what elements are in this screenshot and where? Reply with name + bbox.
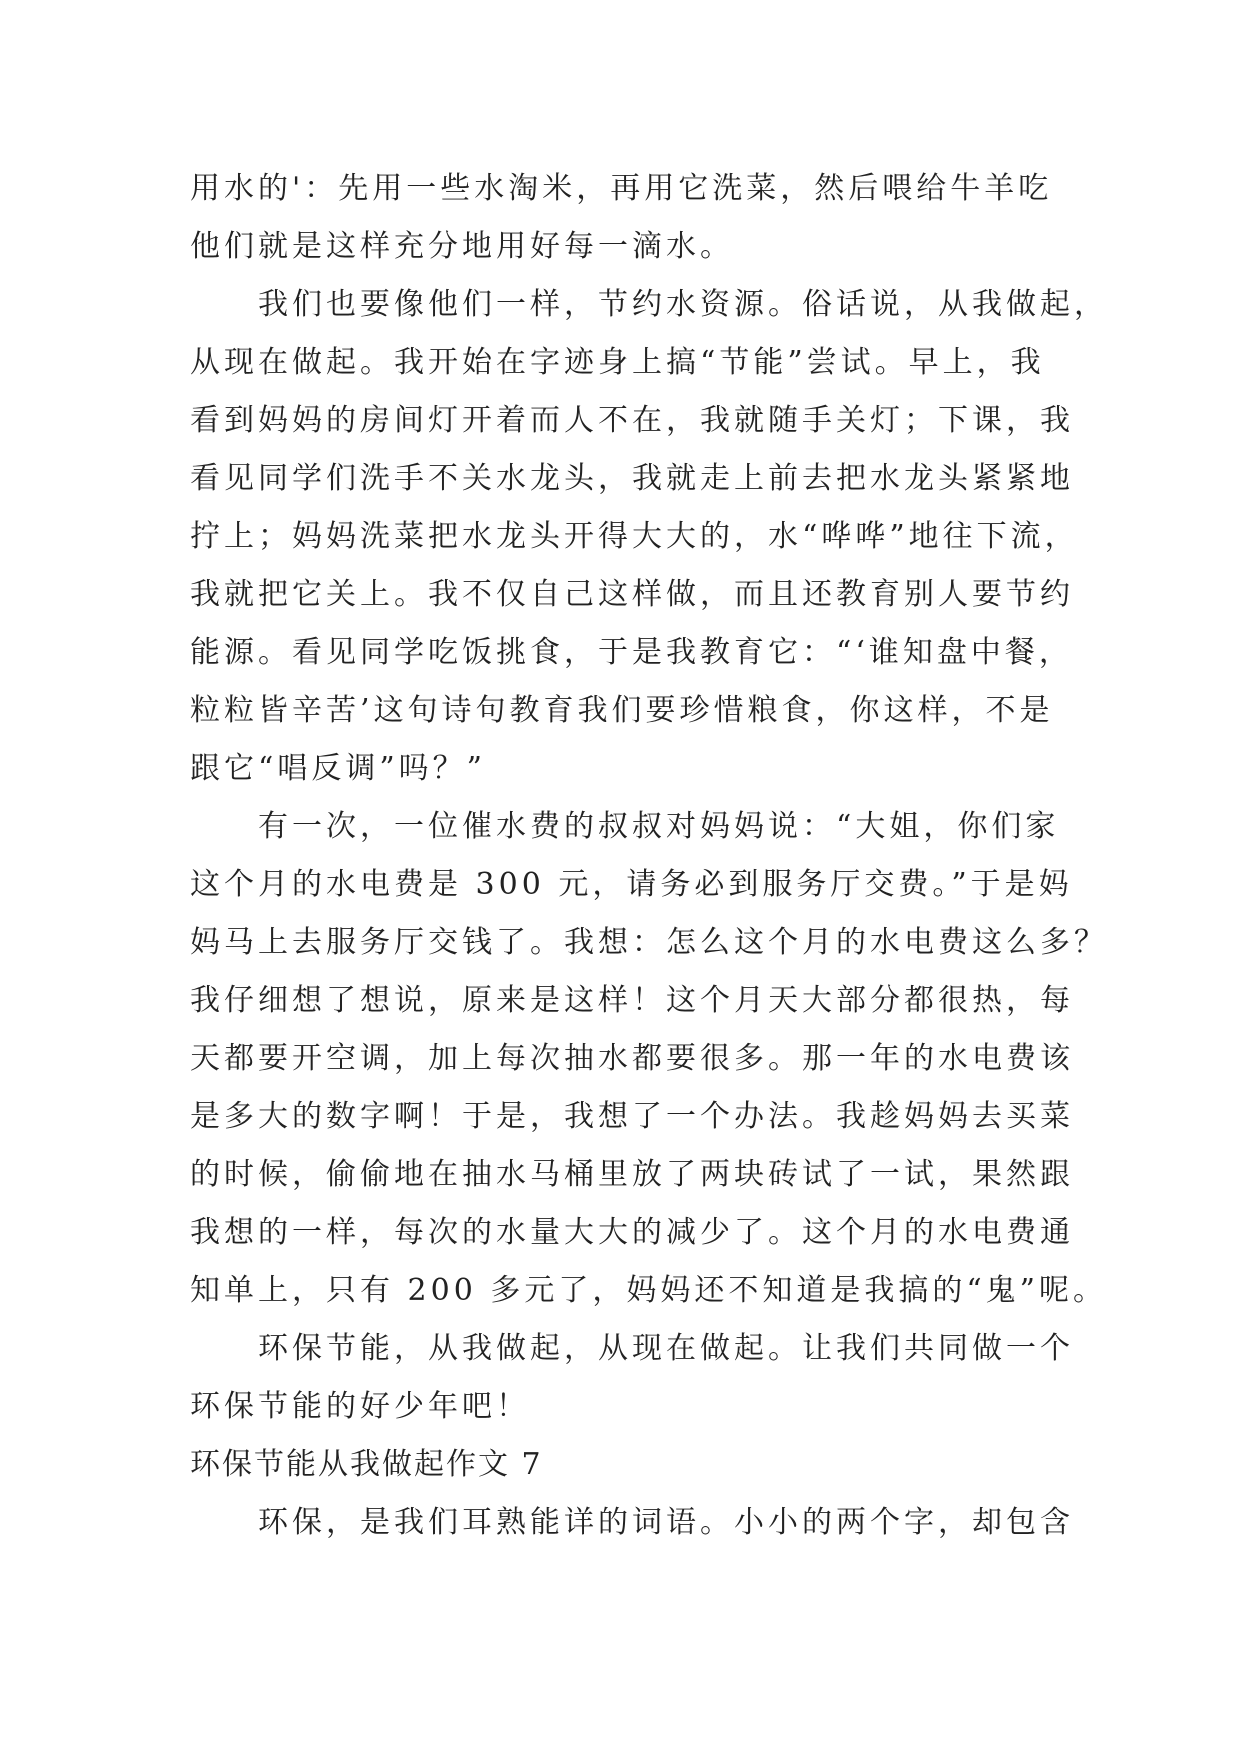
- text-line: 环保节能的好少年吧！: [190, 1389, 530, 1424]
- text-line: 跟它“唱反调”吗？”: [190, 751, 487, 786]
- text-line: 是多大的数字啊！于是，我想了一个办法。我趁妈妈去买菜: [190, 1099, 1074, 1134]
- text-line: 能源。看见同学吃饭挑食，于是我教育它：“‘谁知盘中餐，: [190, 635, 1073, 670]
- paragraph-start-line: 有一次，一位催水费的叔叔对妈妈说：“大姐，你们家: [258, 809, 1060, 844]
- text-line: 这个月的水电费是 300 元，请务必到服务厅交费。”于是妈: [190, 867, 1073, 902]
- section-heading: 环保节能从我做起作文 7: [190, 1447, 543, 1482]
- text-line: 看见同学们洗手不关水龙头，我就走上前去把水龙头紧紧地: [190, 461, 1074, 496]
- text-line: 从现在做起。我开始在字迹身上搞“节能”尝试。早上，我: [190, 345, 1045, 380]
- text-line: 拧上；妈妈洗菜把水龙头开得大大的，水“哗哗”地往下流，: [190, 519, 1079, 554]
- text-line: 用水的'：先用一些水淘米，再用它洗菜，然后喂给牛羊吃: [190, 171, 1053, 206]
- text-line: 粒粒皆辛苦’这句诗句教育我们要珍惜粮食，你这样，不是: [190, 693, 1054, 728]
- text-line: 天都要开空调，加上每次抽水都要很多。那一年的水电费该: [190, 1041, 1074, 1076]
- text-line: 他们就是这样充分地用好每一滴水。: [190, 229, 734, 264]
- paragraph-start-line: 环保节能，从我做起，从现在做起。让我们共同做一个: [258, 1331, 1074, 1366]
- text-line: 我仔细想了想说，原来是这样！这个月天大部分都很热，每: [190, 983, 1074, 1018]
- document-body: [190, 160, 1108, 1552]
- text-line: 知单上，只有 200 多元了，妈妈还不知道是我搞的“鬼”呢。: [190, 1273, 1108, 1308]
- text-line: 我想的一样，每次的水量大大的减少了。这个月的水电费通: [190, 1215, 1074, 1250]
- text-line: 我就把它关上。我不仅自己这样做，而且还教育别人要节约: [190, 577, 1074, 612]
- text-line: 看到妈妈的房间灯开着而人不在，我就随手关灯；下课，我: [190, 403, 1074, 438]
- text-line: 妈马上去服务厅交钱了。我想：怎么这个月的水电费这么多？: [190, 925, 1108, 960]
- text-line: 的时候，偷偷地在抽水马桶里放了两块砖试了一试，果然跟: [190, 1157, 1074, 1192]
- paragraph-start-line: 我们也要像他们一样，节约水资源。俗话说，从我做起，: [258, 287, 1108, 322]
- paragraph-start-line: 环保，是我们耳熟能详的词语。小小的两个字，却包含: [258, 1505, 1074, 1540]
